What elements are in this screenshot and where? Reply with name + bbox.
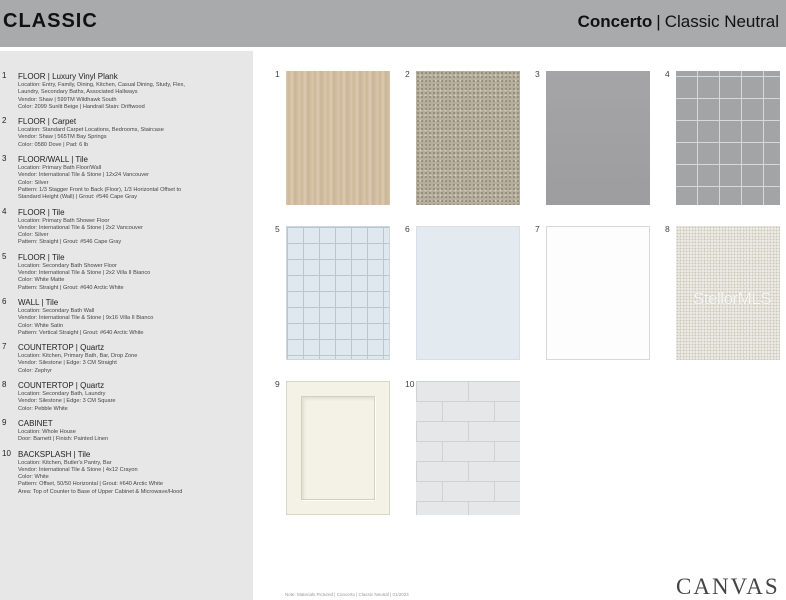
canvas-logo: CANVAS — [676, 574, 780, 599]
selection-item — [0, 297, 253, 337]
cabinet-door-panel — [301, 396, 375, 500]
swatch-image — [676, 71, 780, 205]
swatch-2 — [405, 69, 521, 207]
swatch-number: 3 — [535, 69, 540, 79]
selection-title: FLOOR/WALL | Tile — [18, 155, 88, 165]
swatch-number: 9 — [275, 379, 280, 389]
selection-detail: Pattern: Vertical Straight | Grout: #640 Arctic White — [18, 329, 144, 336]
selection-detail: Vendor: Shaw | 599TM Wildhawk South — [18, 96, 117, 103]
selection-detail: Vendor: International Tile & Stone | 2x2 Vancouver — [18, 224, 143, 231]
swatch-number: 4 — [665, 69, 670, 79]
selection-number: 6 — [2, 296, 7, 306]
selection-detail: Color: 2099 Sunlit Beige | Handrail Stain: Driftwood — [18, 103, 145, 110]
swatch-1 — [275, 69, 391, 207]
selection-item — [0, 252, 253, 292]
footnote: Note: Materials Pictured | Concerto | Classic Neutral | 01/2024 — [285, 592, 409, 597]
selection-detail: Location: Entry, Family, Dining, Kitchen, Casual Dining, Study, Flex, — [18, 82, 185, 88]
selection-title: FLOOR | Luxury Vinyl Plank — [18, 72, 118, 81]
selection-title: CABINET — [18, 418, 53, 428]
selection-detail: Location: Whole House — [18, 428, 76, 435]
selection-detail: Color: 0580 Dove | Pad: 6 lb — [18, 141, 89, 148]
selection-detail: Location: Kitchen, Butler's Pantry, Bar — [18, 459, 112, 466]
selection-item — [0, 449, 253, 496]
selection-title: FLOOR | Tile — [18, 252, 65, 262]
selection-detail: Color: Silver — [18, 179, 49, 186]
selection-item — [0, 418, 253, 444]
swatch-number: 8 — [665, 224, 670, 234]
swatch-10 — [405, 379, 521, 517]
swatch-image — [546, 71, 650, 205]
scheme-name: Classic Neutral — [664, 12, 779, 31]
swatch-3 — [535, 69, 651, 207]
collection-title — [578, 12, 779, 32]
watermark-text: StellorMLS — [693, 289, 772, 308]
brand-title: CLASSIC — [3, 10, 98, 32]
swatch-board — [253, 47, 786, 600]
selection-number: 2 — [2, 116, 7, 126]
selection-detail: Laundry, Secondary Baths, Associated Hallways — [18, 89, 138, 96]
selection-list — [0, 51, 253, 600]
swatch-image — [416, 381, 520, 515]
selection-item — [0, 380, 253, 413]
swatch-image — [416, 226, 520, 360]
swatch-7 — [535, 224, 651, 362]
selection-detail: Location: Primary Bath Shower Floor — [18, 217, 110, 224]
swatch-number: 1 — [275, 69, 280, 79]
swatch-number: 2 — [405, 69, 410, 79]
selection-detail: Color: Silver — [18, 232, 49, 239]
selection-detail: Standard Height (Wall) | Grout: #546 Cape Gray — [18, 194, 138, 201]
selection-number: 4 — [2, 206, 7, 216]
swatch-number: 6 — [405, 224, 410, 234]
selection-detail: Area: Top of Counter to Base of Upper Cabinet & Microwave/Hood — [18, 488, 183, 495]
selection-title: FLOOR | Carpet — [18, 117, 77, 127]
selection-detail: Location: Standard Carpet Locations, Bedrooms, Staircase — [18, 127, 164, 134]
selection-detail: Location: Secondary Bath Wall — [18, 307, 95, 314]
swatch-number: 5 — [275, 224, 280, 234]
title-separator: | — [656, 12, 661, 31]
swatch-number: 7 — [535, 224, 540, 234]
swatch-image — [286, 226, 390, 360]
selection-detail: Vendor: Silestone | Edge: 3 CM Square — [18, 398, 116, 405]
swatch-image — [286, 381, 390, 515]
selection-number: 1 — [2, 71, 7, 80]
selection-detail: Vendor: International Tile & Stone | 9x16 Villa II Bianco — [18, 315, 154, 322]
selection-detail: Color: White Matte — [18, 277, 65, 284]
selection-detail: Vendor: Shaw | 565TM Bay Springs — [18, 134, 107, 141]
selection-number: 10 — [2, 448, 11, 458]
swatch-9 — [275, 379, 391, 517]
selection-detail: Pattern: Offset, 50/50 Horizontal | Grout: #640 Arctic White — [18, 481, 163, 488]
selection-detail: Pattern: Straight | Grout: #546 Cape Gray — [18, 239, 122, 246]
selection-item — [0, 116, 253, 149]
swatch-6 — [405, 224, 521, 362]
selection-title: COUNTERTOP | Quartz — [18, 381, 105, 391]
selection-detail: Vendor: Silestone | Edge: 3 CM Straight — [18, 360, 117, 367]
swatch-4 — [665, 69, 781, 207]
selection-number: 5 — [2, 251, 7, 261]
swatch-image — [416, 71, 520, 205]
selection-detail: Location: Secondary Bath, Laundry — [18, 391, 106, 398]
selection-number: 7 — [2, 342, 7, 352]
selection-item — [0, 342, 253, 375]
selection-title: WALL | Tile — [18, 297, 59, 307]
selection-detail: Vendor: International Tile & Stone | 4x12 Crayon — [18, 466, 138, 473]
selection-title: FLOOR | Tile — [18, 207, 65, 217]
selection-detail: Pattern: 1/3 Stagger Front to Back (Floor), 1/3 Horizontal Offset to — [18, 186, 182, 193]
selection-detail: Color: Pebble White — [18, 405, 68, 412]
selection-detail: Location: Primary Bath Floor/Wall — [18, 165, 102, 172]
swatch-5 — [275, 224, 391, 362]
swatch-image — [286, 71, 390, 205]
selection-title: COUNTERTOP | Quartz — [18, 343, 105, 353]
selection-number: 3 — [2, 154, 7, 164]
swatch-image — [546, 226, 650, 360]
selection-detail: Color: White — [18, 474, 49, 481]
selection-title: BACKSPLASH | Tile — [18, 449, 91, 459]
community-name: Concerto — [577, 12, 653, 31]
selection-detail: Color: Zephyr — [18, 367, 52, 374]
selection-detail: Location: Kitchen, Primary Bath, Bar, Drop Zone — [18, 353, 138, 360]
selection-item — [0, 207, 253, 247]
selection-detail: Vendor: International Tile & Stone | 12x24 Vancouver — [18, 172, 150, 179]
header-bar — [0, 0, 786, 47]
selection-detail: Door: Barnett | Finish: Painted Linen — [18, 436, 109, 443]
selection-detail: Vendor: International Tile & Stone | 2x2 Villa II Bianco — [18, 270, 151, 277]
selection-detail: Location: Secondary Bath Shower Floor — [18, 262, 117, 269]
swatch-number: 10 — [405, 379, 415, 389]
selection-item — [0, 71, 253, 111]
selection-detail: Pattern: Straight | Grout: #640 Arctic White — [18, 284, 124, 291]
selection-detail: Color: White Satin — [18, 322, 64, 329]
selection-number: 8 — [2, 380, 7, 390]
selection-item — [0, 154, 253, 201]
selection-number: 9 — [2, 417, 7, 427]
